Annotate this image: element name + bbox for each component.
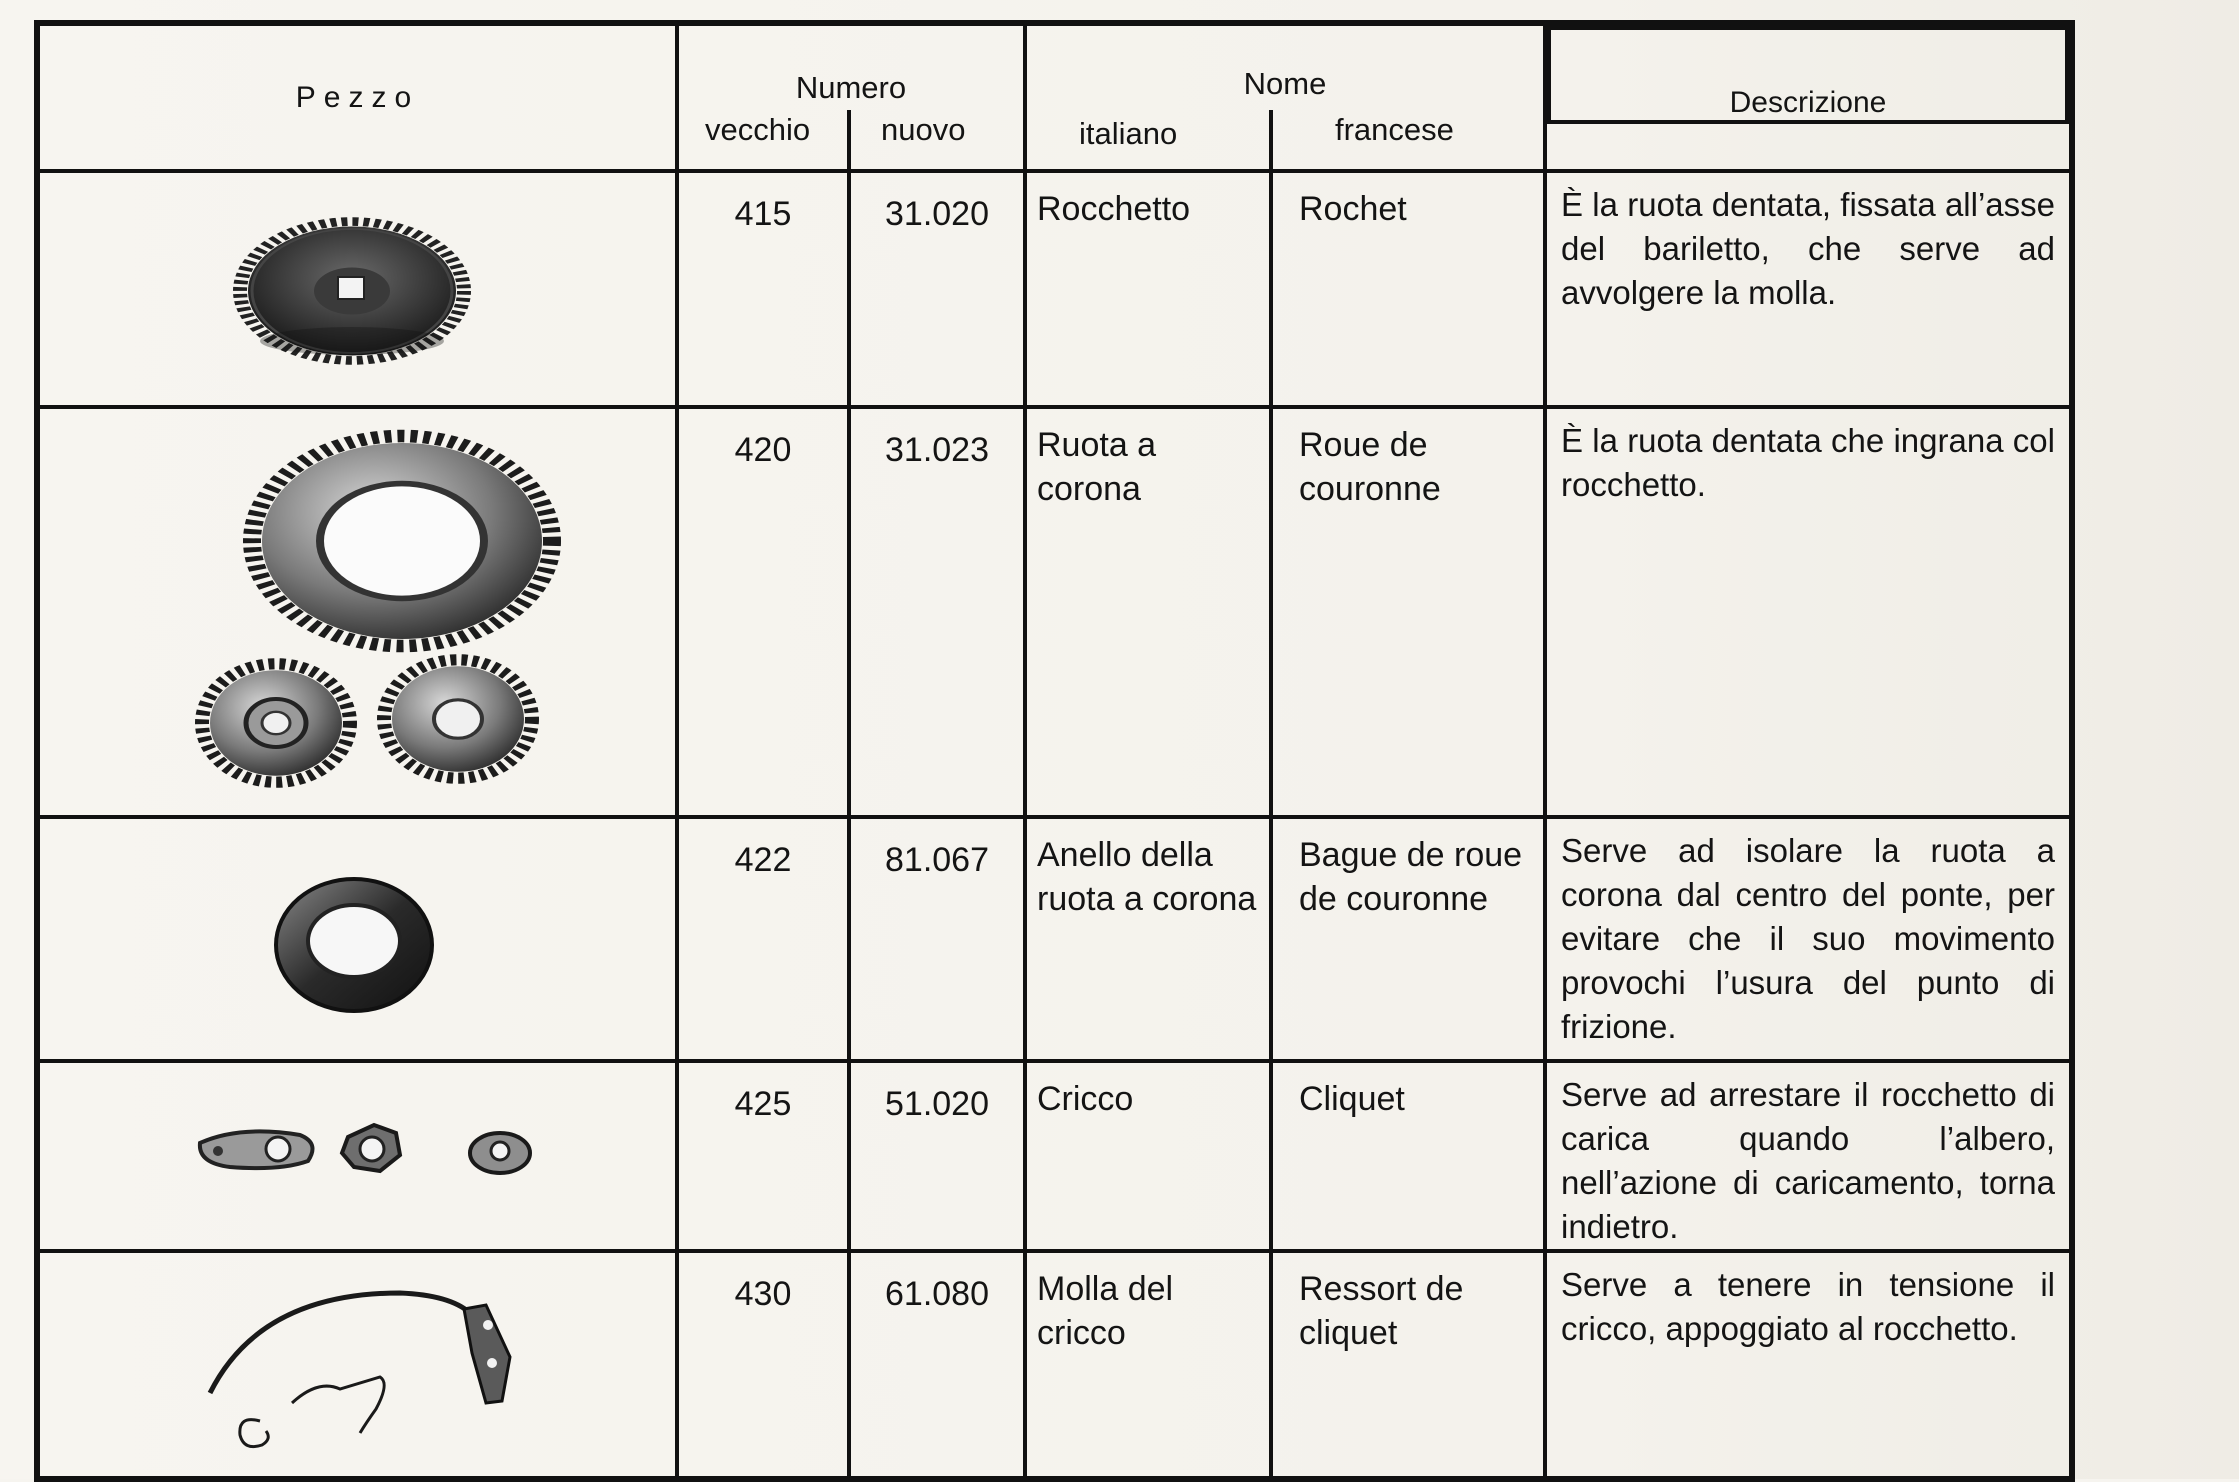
header-piece [37,23,677,171]
header-number-label: Numero [795,70,907,105]
name-french: Cliquet [1271,1061,1545,1251]
description: Serve a tenere in tensione il cricco, appoggiato al rocchetto. [1545,1251,2072,1479]
new-number: 61.080 [849,1251,1025,1479]
header-name-divider [1269,110,1273,169]
table-header-row [37,23,2072,171]
table-row [37,817,2072,1061]
name-italian: Ruota a corona [1025,407,1271,817]
header-description-label: Descrizione [1729,86,1887,119]
header-name-group [1025,23,1545,171]
name-french: Ressort de cliquet [1271,1251,1545,1479]
part-picture-cell [37,1251,677,1479]
part-picture-cell [37,817,677,1061]
new-number: 81.067 [849,817,1025,1061]
new-number: 51.020 [849,1061,1025,1251]
name-french: Roue de couronne [1271,407,1545,817]
header-number-old: vecchio [705,112,811,147]
name-french: Bague de roue de couronne [1271,817,1545,1061]
header-number-divider [847,110,851,169]
click-icon [40,1063,680,1241]
ratchet-wheel-icon [40,173,680,409]
parts-table [34,20,2075,1482]
table-row [37,1251,2072,1479]
new-number: 31.020 [849,171,1025,407]
header-name-french: francese [1335,112,1454,147]
table-row [37,1061,2072,1251]
part-picture-cell [37,407,677,817]
click-spring-icon [40,1253,680,1481]
old-number: 422 [677,817,849,1061]
part-picture-cell [37,1061,677,1251]
description: È la ruota dentata, fissata all’asse del bariletto, che serve ad avvolgere la molla. [1545,171,2072,407]
header-piece-label: Pezzo [295,80,420,114]
name-italian: Cricco [1025,1061,1271,1251]
description: Serve ad arrestare il rocchetto di carica quando l’albero, nell’azione di caricamento, torna indietro. [1545,1061,2072,1251]
name-italian: Anello della ruota a corona [1025,817,1271,1061]
name-italian: Rocchetto [1025,171,1271,407]
name-italian: Molla del cricco [1025,1251,1271,1479]
header-description [1547,26,2069,124]
old-number: 430 [677,1251,849,1479]
name-french: Rochet [1271,171,1545,407]
crown-wheel-ring-icon [40,819,680,1063]
header-number-new: nuovo [881,112,966,147]
table-row [37,407,2072,817]
header-number-group [677,23,1025,171]
part-picture-cell [37,171,677,407]
crown-wheel-icon [40,409,680,819]
old-number: 425 [677,1061,849,1251]
description: Serve ad isolare la ruota a corona dal centro del ponte, per evitare che il suo movimento provochi l’usura del punto di frizione. [1545,817,2072,1061]
table-row [37,171,2072,407]
description: È la ruota dentata che ingrana col rocchetto. [1545,407,2072,817]
header-name-italian: italiano [1079,116,1178,151]
header-name-label: Nome [1243,66,1327,101]
old-number: 420 [677,407,849,817]
new-number: 31.023 [849,407,1025,817]
old-number: 415 [677,171,849,407]
